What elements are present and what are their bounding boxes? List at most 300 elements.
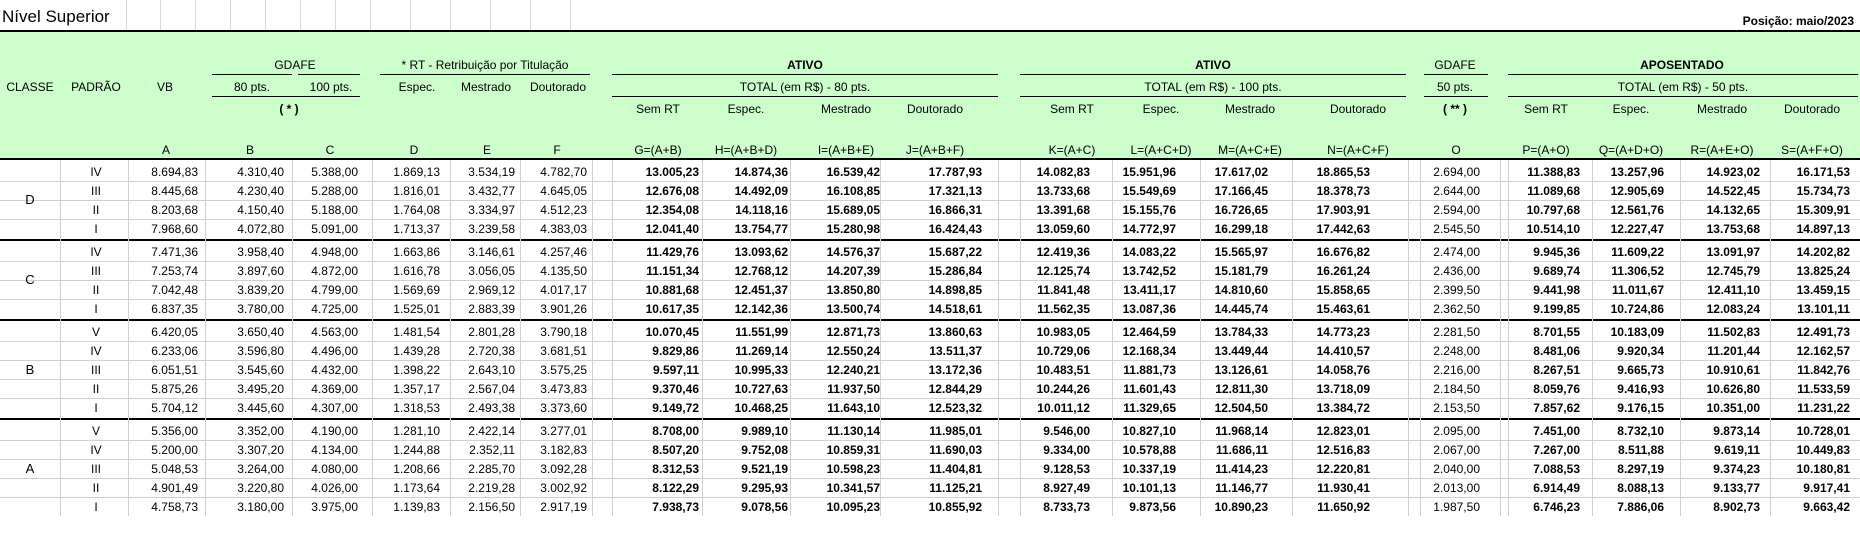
value-cell: 3.146,61 [468, 245, 515, 259]
value-cell: 15.565,97 [1214, 245, 1268, 259]
value-cell: 12.419,36 [1036, 245, 1090, 259]
value-cell: 16.676,82 [1316, 245, 1370, 259]
value-cell: 10.910,61 [1706, 363, 1760, 377]
value-cell: 13.718,09 [1316, 382, 1370, 396]
value-cell: 16.261,24 [1316, 264, 1370, 278]
value-cell: 3.975,00 [311, 500, 358, 514]
value-cell: 9.665,73 [1617, 363, 1664, 377]
padrao-cell: I [94, 500, 98, 514]
header-ativo-100: ATIVO [1195, 58, 1231, 72]
value-cell: 2.474,00 [1433, 245, 1480, 259]
header-sub-doutorado: Doutorado [1329, 102, 1387, 116]
header-formula: G=(A+B) [634, 143, 682, 157]
value-cell: 1.439,28 [393, 344, 440, 358]
header-formula: D [409, 143, 419, 157]
value-cell: 12.041,40 [645, 222, 699, 236]
value-cell: 3.092,28 [540, 462, 587, 476]
value-cell: 3.056,05 [468, 264, 515, 278]
value-cell: 1.139,83 [393, 500, 440, 514]
value-cell: 15.689,05 [826, 203, 880, 217]
value-cell: 1.357,17 [393, 382, 440, 396]
value-cell: 8.511,88 [1617, 443, 1664, 457]
value-cell: 9.829,86 [652, 344, 699, 358]
value-cell: 12.142,36 [734, 302, 788, 316]
value-cell: 3.790,18 [540, 325, 587, 339]
header-formula: R=(A+E+O) [1690, 143, 1754, 157]
value-cell: 9.078,56 [741, 500, 788, 514]
value-cell: 12.504,50 [1214, 401, 1268, 415]
value-cell: 11.125,21 [929, 481, 982, 495]
value-cell: 4.257,46 [540, 245, 587, 259]
value-cell: 5.388,00 [311, 165, 358, 179]
value-cell: 4.230,40 [237, 184, 284, 198]
value-cell: 10.011,12 [1037, 401, 1090, 415]
value-cell: 12.354,08 [645, 203, 699, 217]
value-cell: 12.561,76 [1610, 203, 1664, 217]
value-cell: 9.334,00 [1043, 443, 1090, 457]
value-cell: 9.873,56 [1129, 500, 1176, 514]
value-cell: 10.724,86 [1610, 302, 1664, 316]
value-cell: 13.101,11 [1797, 302, 1850, 316]
header-formula: B [245, 143, 254, 157]
value-cell: 8.203,68 [151, 203, 198, 217]
value-cell: 4.432,00 [311, 363, 358, 377]
header-formula: P=(A+O) [1522, 143, 1570, 157]
value-cell: 14.522,45 [1706, 184, 1760, 198]
value-cell: 1.616,78 [393, 264, 440, 278]
value-cell: 10.729,06 [1036, 344, 1090, 358]
value-cell: 13.384,72 [1316, 401, 1370, 415]
value-cell: 12.745,79 [1706, 264, 1760, 278]
value-cell: 17.903,91 [1316, 203, 1370, 217]
value-cell: 13.860,63 [928, 325, 982, 339]
classe-cell: D [25, 192, 35, 207]
value-cell: 12.220,81 [1316, 462, 1370, 476]
header-gdafe-50-note: ( ** ) [1443, 102, 1467, 116]
value-cell: 4.725,00 [311, 302, 358, 316]
value-cell: 13.091,97 [1706, 245, 1760, 259]
value-cell: 3.545,60 [237, 363, 284, 377]
value-cell: 13.459,15 [1796, 283, 1850, 297]
value-cell: 3.277,01 [540, 424, 587, 438]
value-cell: 4.872,00 [311, 264, 358, 278]
value-cell: 11.502,83 [1707, 325, 1760, 339]
value-cell: 2.422,14 [468, 424, 515, 438]
classe-cell: C [25, 272, 35, 287]
value-cell: 10.617,35 [645, 302, 699, 316]
padrao-cell: IV [90, 344, 102, 358]
header-formula: A [161, 143, 170, 157]
value-cell: 4.496,00 [311, 344, 358, 358]
value-cell: 1.398,22 [393, 363, 440, 377]
value-cell: 10.797,68 [1526, 203, 1580, 217]
header-gdafe-50-title: GDAFE [1434, 58, 1476, 72]
value-cell: 3.352,00 [237, 424, 284, 438]
value-cell: 2.720,38 [468, 344, 515, 358]
value-cell: 4.310,40 [237, 165, 284, 179]
header-gdafe-50: 50 pts. [1436, 80, 1474, 94]
header-gdafe: GDAFE [274, 58, 316, 72]
value-cell: 7.267,00 [1533, 443, 1580, 457]
value-cell: 10.180,81 [1796, 462, 1850, 476]
value-cell: 8.267,51 [1533, 363, 1580, 377]
header-sub-espec: Espec. [727, 102, 765, 116]
value-cell: 10.578,88 [1122, 443, 1176, 457]
value-cell: 14.202,82 [1796, 245, 1850, 259]
padrao-cell: II [92, 382, 100, 396]
value-cell: 3.334,97 [468, 203, 515, 217]
header-aposentado: APOSENTADO [1640, 58, 1724, 72]
value-cell: 16.866,31 [928, 203, 982, 217]
header-sub-doutorado: Doutorado [1783, 102, 1841, 116]
value-cell: 14.923,02 [1706, 165, 1760, 179]
value-cell: 4.369,00 [311, 382, 358, 396]
value-cell: 18.865,53 [1316, 165, 1370, 179]
value-cell: 12.768,12 [734, 264, 788, 278]
value-cell: 1.569,69 [393, 283, 440, 297]
value-cell: 1.481,54 [393, 325, 440, 339]
value-cell: 11.201,44 [1707, 344, 1760, 358]
value-cell: 10.855,92 [928, 500, 982, 514]
value-cell: 10.598,23 [826, 462, 880, 476]
value-cell: 16.424,43 [928, 222, 982, 236]
header-classe: CLASSE [6, 80, 54, 94]
value-cell: 3.681,51 [540, 344, 587, 358]
position-label: Posição: maio/2023 [1742, 14, 1854, 28]
value-cell: 8.902,73 [1713, 500, 1760, 514]
value-cell: 3.445,60 [237, 401, 284, 415]
header-formula: F [553, 143, 561, 157]
value-cell: 14.207,39 [826, 264, 880, 278]
value-cell: 5.048,53 [151, 462, 198, 476]
value-cell: 3.373,60 [540, 401, 587, 415]
value-cell: 4.383,03 [540, 222, 587, 236]
value-cell: 11.146,77 [1215, 481, 1268, 495]
value-cell: 8.088,13 [1617, 481, 1664, 495]
value-cell: 5.875,26 [151, 382, 198, 396]
value-cell: 4.072,80 [237, 222, 284, 236]
value-cell: 3.575,25 [540, 363, 587, 377]
value-cell: 4.799,00 [311, 283, 358, 297]
value-cell: 11.562,35 [1037, 302, 1090, 316]
value-cell: 9.945,36 [1533, 245, 1580, 259]
value-cell: 8.733,73 [1043, 500, 1090, 514]
value-cell: 9.441,98 [1533, 283, 1580, 297]
value-cell: 15.280,98 [826, 222, 880, 236]
classe-cell: A [25, 460, 35, 476]
value-cell: 8.122,29 [652, 481, 699, 495]
value-cell: 10.890,23 [1214, 500, 1268, 514]
value-cell: 11.968,14 [1215, 424, 1268, 438]
value-cell: 13.093,62 [734, 245, 788, 259]
value-cell: 11.130,14 [827, 424, 880, 438]
value-cell: 7.042,48 [151, 283, 198, 297]
header-rt: * RT - Retribuição por Titulação [401, 58, 569, 72]
value-cell: 2.095,00 [1433, 424, 1480, 438]
value-cell: 14.874,36 [734, 165, 788, 179]
header-formula: L=(A+C+D) [1130, 143, 1192, 157]
value-cell: 11.329,65 [1123, 401, 1176, 415]
header-gdafe-note: ( * ) [279, 102, 299, 116]
padrao-cell: III [90, 462, 101, 476]
value-cell: 13.733,68 [1036, 184, 1090, 198]
value-cell: 1.816,01 [393, 184, 440, 198]
value-cell: 14.083,22 [1122, 245, 1176, 259]
value-cell: 12.550,24 [826, 344, 880, 358]
value-cell: 9.416,93 [1617, 382, 1664, 396]
value-cell: 13.126,61 [1214, 363, 1268, 377]
padrao-cell: II [92, 283, 100, 297]
value-cell: 10.244,26 [1036, 382, 1090, 396]
value-cell: 13.500,74 [826, 302, 880, 316]
padrao-cell: IV [90, 443, 102, 457]
value-cell: 3.264,00 [237, 462, 284, 476]
value-cell: 10.995,33 [734, 363, 788, 377]
value-cell: 14.773,23 [1316, 325, 1370, 339]
value-cell: 14.492,09 [734, 184, 788, 198]
value-cell: 1.987,50 [1433, 500, 1480, 514]
padrao-cell: I [94, 222, 98, 236]
value-cell: 5.091,00 [311, 222, 358, 236]
value-cell: 17.321,13 [928, 184, 982, 198]
padrao-cell: V [91, 325, 100, 339]
value-cell: 9.133,77 [1713, 481, 1760, 495]
value-cell: 10.827,10 [1122, 424, 1176, 438]
value-cell: 11.609,22 [1611, 245, 1664, 259]
value-cell: 8.732,10 [1617, 424, 1664, 438]
value-cell: 1.764,08 [393, 203, 440, 217]
value-cell: 15.549,69 [1122, 184, 1176, 198]
value-cell: 11.551,99 [735, 325, 788, 339]
value-cell: 3.596,80 [237, 344, 284, 358]
value-cell: 12.523,32 [928, 401, 982, 415]
value-cell: 2.184,50 [1433, 382, 1480, 396]
value-cell: 15.463,61 [1316, 302, 1370, 316]
value-cell: 4.782,70 [540, 165, 587, 179]
header-vb: VB [156, 80, 173, 94]
value-cell: 9.989,10 [741, 424, 788, 438]
header-formula: H=(A+B+D) [714, 143, 778, 157]
table-header [0, 32, 1860, 160]
value-cell: 9.873,14 [1713, 424, 1760, 438]
value-cell: 14.898,85 [928, 283, 982, 297]
header-formula: K=(A+C) [1048, 143, 1096, 157]
value-cell: 4.017,17 [540, 283, 587, 297]
value-cell: 14.410,57 [1316, 344, 1370, 358]
header-total-80: TOTAL (em R$) - 80 pts. [739, 80, 871, 94]
header-formula: M=(A+C+E) [1218, 143, 1282, 157]
value-cell: 2.644,00 [1433, 184, 1480, 198]
value-cell: 9.619,11 [1713, 443, 1760, 457]
value-cell: 9.149,72 [652, 401, 699, 415]
value-cell: 4.645,05 [540, 184, 587, 198]
value-cell: 11.842,76 [1797, 363, 1850, 377]
padrao-cell: III [90, 184, 101, 198]
value-cell: 2.567,04 [468, 382, 515, 396]
value-cell: 17.787,93 [928, 165, 982, 179]
header-formula: O [1451, 143, 1461, 157]
header-sub-doutorado: Doutorado [906, 102, 964, 116]
value-cell: 12.240,21 [826, 363, 880, 377]
value-cell: 12.905,69 [1610, 184, 1664, 198]
value-cell: 3.307,20 [237, 443, 284, 457]
value-cell: 7.886,06 [1617, 500, 1664, 514]
value-cell: 12.411,10 [1707, 283, 1760, 297]
value-cell: 2.156,50 [468, 500, 515, 514]
value-cell: 12.464,59 [1122, 325, 1176, 339]
value-cell: 3.432,77 [468, 184, 515, 198]
header-sub-espec: Espec. [1612, 102, 1650, 116]
value-cell: 12.125,74 [1036, 264, 1090, 278]
value-cell: 4.150,40 [237, 203, 284, 217]
value-cell: 14.810,60 [1214, 283, 1268, 297]
value-cell: 2.219,28 [468, 481, 515, 495]
value-cell: 9.128,53 [1043, 462, 1090, 476]
value-cell: 2.281,50 [1433, 325, 1480, 339]
value-cell: 10.983,05 [1036, 325, 1090, 339]
padrao-cell: I [94, 401, 98, 415]
value-cell: 2.040,00 [1433, 462, 1480, 476]
value-cell: 15.858,65 [1316, 283, 1370, 297]
value-cell: 12.871,73 [826, 325, 880, 339]
value-cell: 13.411,17 [1123, 283, 1176, 297]
value-cell: 16.299,18 [1214, 222, 1268, 236]
value-cell: 11.686,11 [1215, 443, 1268, 457]
header-sub-mestrado: Mestrado [1224, 102, 1276, 116]
value-cell: 11.011,67 [1611, 283, 1664, 297]
value-cell: 11.643,10 [827, 401, 880, 415]
value-cell: 9.199,85 [1533, 302, 1580, 316]
value-cell: 5.288,00 [311, 184, 358, 198]
value-cell: 2.153,50 [1433, 401, 1480, 415]
value-cell: 10.341,57 [826, 481, 880, 495]
value-cell: 3.473,83 [540, 382, 587, 396]
value-cell: 10.626,80 [1706, 382, 1760, 396]
value-cell: 4.758,73 [151, 500, 198, 514]
value-cell: 10.183,09 [1610, 325, 1664, 339]
value-cell: 13.391,68 [1036, 203, 1090, 217]
value-cell: 13.850,80 [826, 283, 880, 297]
value-cell: 11.388,83 [1527, 165, 1580, 179]
value-cell: 3.839,20 [237, 283, 284, 297]
value-cell: 1.869,13 [393, 165, 440, 179]
value-cell: 13.449,44 [1214, 344, 1268, 358]
value-cell: 12.844,29 [928, 382, 982, 396]
value-cell: 16.171,53 [1796, 165, 1850, 179]
value-cell: 7.938,73 [652, 500, 699, 514]
value-cell: 4.135,50 [540, 264, 587, 278]
value-cell: 3.958,40 [237, 245, 284, 259]
value-cell: 18.378,73 [1316, 184, 1370, 198]
value-cell: 12.451,37 [734, 283, 788, 297]
value-cell: 11.404,81 [929, 462, 982, 476]
value-cell: 4.080,00 [311, 462, 358, 476]
padrao-cell: III [90, 264, 101, 278]
value-cell: 2.917,19 [540, 500, 587, 514]
title-row [0, 0, 1860, 32]
value-cell: 4.307,00 [311, 401, 358, 415]
value-cell: 13.257,96 [1610, 165, 1664, 179]
padrao-cell: III [90, 363, 101, 377]
value-cell: 8.445,68 [151, 184, 198, 198]
header-gdafe-100: 100 pts. [309, 80, 353, 94]
value-cell: 3.180,00 [237, 500, 284, 514]
value-cell: 9.546,00 [1043, 424, 1090, 438]
value-cell: 6.233,06 [151, 344, 198, 358]
value-cell: 10.468,25 [734, 401, 788, 415]
value-cell: 9.917,41 [1803, 481, 1850, 495]
value-cell: 2.643,10 [468, 363, 515, 377]
value-cell: 2.694,00 [1433, 165, 1480, 179]
value-cell: 13.825,24 [1796, 264, 1850, 278]
value-cell: 4.563,00 [311, 325, 358, 339]
header-sub-espec: Espec. [1142, 102, 1180, 116]
header-sub-mestrado: Mestrado [820, 102, 872, 116]
value-cell: 10.101,13 [1122, 481, 1176, 495]
value-cell: 2.352,11 [469, 443, 515, 457]
header-total-50: TOTAL (em R$) - 50 pts. [1617, 80, 1749, 94]
value-cell: 1.525,01 [393, 302, 440, 316]
value-cell: 11.306,52 [1611, 264, 1664, 278]
value-cell: 6.837,35 [151, 302, 198, 316]
value-cell: 11.985,01 [929, 424, 982, 438]
value-cell: 9.370,46 [652, 382, 699, 396]
header-sub-sem_rt: Sem RT [1524, 102, 1568, 116]
value-cell: 1.318,53 [393, 401, 440, 415]
value-cell: 14.897,13 [1796, 222, 1850, 236]
value-cell: 2.013,00 [1433, 481, 1480, 495]
header-padrao: PADRÃO [71, 80, 121, 94]
value-cell: 9.374,23 [1713, 462, 1760, 476]
value-cell: 2.883,39 [468, 302, 515, 316]
header-sub-mestrado: Mestrado [1696, 102, 1748, 116]
value-cell: 1.208,66 [393, 462, 440, 476]
value-cell: 12.168,34 [1122, 344, 1176, 358]
value-cell: 12.083,24 [1706, 302, 1760, 316]
value-cell: 11.937,50 [827, 382, 880, 396]
value-cell: 7.451,00 [1533, 424, 1580, 438]
value-cell: 11.269,14 [735, 344, 788, 358]
header-rt-espec: Espec. [398, 80, 436, 94]
value-cell: 3.901,26 [540, 302, 587, 316]
value-cell: 4.512,23 [540, 203, 587, 217]
value-cell: 10.514,10 [1526, 222, 1580, 236]
value-cell: 17.442,63 [1316, 222, 1370, 236]
value-cell: 9.663,42 [1803, 500, 1850, 514]
value-cell: 12.823,01 [1316, 424, 1370, 438]
value-cell: 12.491,73 [1796, 325, 1850, 339]
value-cell: 11.690,03 [929, 443, 982, 457]
value-cell: 15.951,96 [1122, 165, 1176, 179]
value-cell: 11.650,92 [1317, 500, 1370, 514]
value-cell: 3.220,80 [237, 481, 284, 495]
value-cell: 4.026,00 [311, 481, 358, 495]
value-cell: 11.231,22 [1797, 401, 1850, 415]
value-cell: 13.172,36 [928, 363, 982, 377]
value-cell: 13.753,68 [1706, 222, 1760, 236]
value-cell: 8.927,49 [1043, 481, 1090, 495]
value-cell: 14.118,16 [735, 203, 788, 217]
value-cell: 15.309,91 [1796, 203, 1850, 217]
value-cell: 2.248,00 [1433, 344, 1480, 358]
classe-cell: B [25, 361, 35, 377]
value-cell: 7.471,36 [151, 245, 198, 259]
value-cell: 6.051,51 [151, 363, 198, 377]
header-ativo-80: ATIVO [787, 58, 823, 72]
value-cell: 3.182,83 [540, 443, 587, 457]
value-cell: 4.948,00 [311, 245, 358, 259]
value-cell: 9.920,34 [1617, 344, 1664, 358]
